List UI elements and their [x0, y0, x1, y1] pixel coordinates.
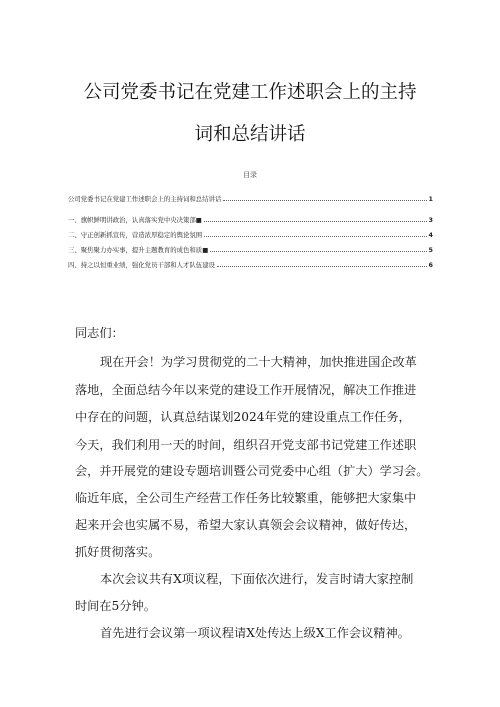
body-line: 本次会议共有X项议程，下面依次进行，发言时请大家控制 — [100, 572, 414, 586]
document-title-line-1: 公司党委书记在党建工作述职会上的主持 — [83, 82, 417, 103]
toc-entry[interactable] — [68, 244, 433, 254]
toc-entry-text: 三、聚焦聚力办实事，提升主题教育的成色和质■ — [68, 246, 209, 254]
body-line: 落地，全面总结今年以来党的建设工作开展情况，解决工作推进 — [75, 383, 417, 397]
toc-entry-text: 二、守正创新抓宣传，营造浓厚稳定的舆论氛围 — [68, 231, 203, 239]
body-line: 中存在的问题，认真总结谋划2024年党的建设重点工作任务， — [75, 410, 411, 424]
body-line: 现在开会！为学习贯彻党的二十大精神，加快推进国企改革 — [100, 355, 417, 369]
body-line: 临近年底，全公司生产经营工作任务比较繁重，能够把大家集中 — [75, 491, 417, 505]
toc-entry-page: 5 — [428, 246, 433, 254]
toc-entry-text: 公司党委书记在党建工作述职会上的主持词和总结讲话 — [68, 195, 222, 203]
toc-entry-page: 3 — [428, 216, 433, 224]
body-line: 首先进行会议第一项议程请X处传达上级X工作会议精神。 — [100, 626, 410, 640]
toc-leader-dots — [210, 250, 426, 252]
toc-entry-page: 6 — [428, 261, 433, 269]
toc-leader-dots — [217, 265, 427, 267]
toc-heading: 目录 — [243, 171, 257, 179]
toc-entry[interactable] — [68, 259, 433, 269]
body-line: 起来开会也实属不易，希望大家认真领会会议精神，做好传达， — [75, 518, 417, 532]
toc-leader-dots — [204, 235, 426, 237]
body-line: 抓好贯彻落实。 — [75, 545, 161, 559]
toc-leader-dots — [223, 199, 426, 201]
body-line: 会，并开展党的建设专题培训暨公司党委中心组（扩大）学习会。 — [75, 464, 429, 478]
body-line: 今天，我们利用一天的时间，组织召开党支部书记党建工作述职 — [75, 438, 417, 452]
salutation: 同志们： — [75, 326, 124, 340]
document-title-line-2: 词和总结讲话 — [194, 124, 306, 145]
toc-entry[interactable] — [68, 229, 433, 239]
toc-leader-dots — [204, 220, 427, 222]
toc-entry[interactable] — [68, 214, 433, 224]
body-line: 时间在5分钟。 — [75, 599, 156, 613]
toc-entry-text: 四、持之以恒重业绩，强化党员干部和人才队伍建设 — [68, 261, 215, 269]
toc-entry-page: 1 — [428, 195, 433, 203]
toc-entry[interactable] — [68, 193, 433, 203]
toc-entry-text: 一、旗帜鲜明讲政治，认真落实党中央决策部■ — [68, 216, 202, 224]
toc-entry-page: 4 — [428, 231, 433, 239]
